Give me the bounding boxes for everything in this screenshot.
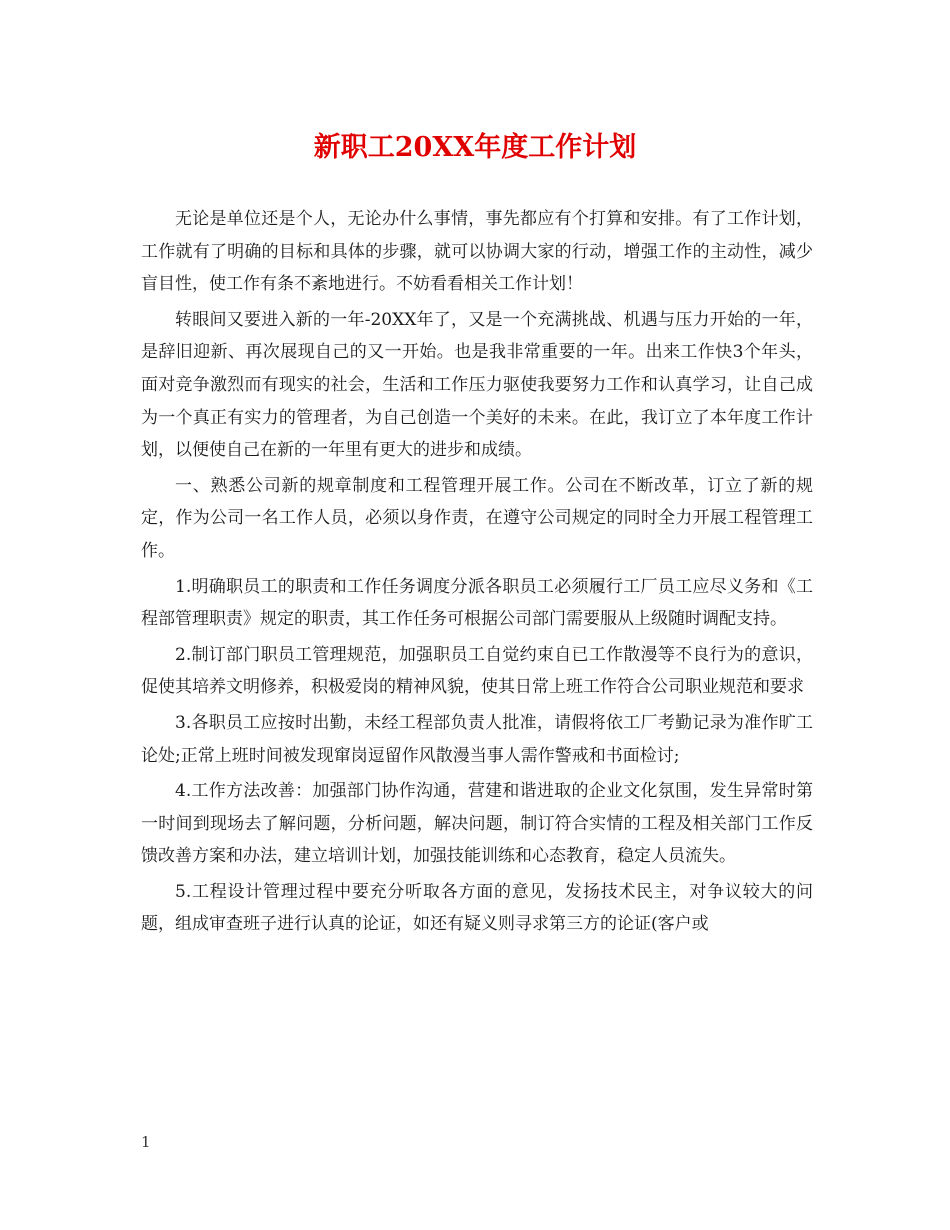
page-number: 1 — [141, 1133, 151, 1151]
paragraph-background: 转眼间又要进入新的一年-20XX年了，又是一个充满挑战、机遇与压力开始的一年，是辞旧迎新、再次展现自己的又一开始。也是我非常重要的一年。出来工作快3个年头，面对竞争激烈而有现实的社会，生活和工作压力驱使我要努力工作和认真学习，让自己成为一个真正有实力的管理者，为自己创造一个美好的未来。在此，我订立了本年度工作计划，以便使自己在新的一年里有更大的进步和成绩。 — [141, 309, 813, 461]
document-body — [141, 203, 813, 944]
paragraph-section-one: 一、熟悉公司新的规章制度和工程管理开展工作。公司在不断改革，订立了新的规定，作为公司一名工作人员，必须以身作责，在遵守公司规定的同时全力开展工程管理工作。 — [141, 475, 813, 561]
document-title: 新职工20XX年度工作计划 — [313, 132, 637, 163]
paragraph-item-5: 5.工程设计管理过程中要充分听取各方面的意见，发扬技术民主，对争议较大的问题，组成审查班子进行认真的论证，如还有疑义则寻求第三方的论证(客户或 — [141, 881, 813, 935]
paragraph-item-1: 1.明确职员工的职责和工作任务调度分派各职员工必须履行工厂员工应尽义务和《工程部管理职责》规定的职责，其工作任务可根据公司部门需要服从上级随时调配支持。 — [141, 576, 813, 630]
paragraph-item-2: 2.制订部门职员工管理规范，加强职员工自觉约束自已工作散漫等不良行为的意识，促使其培养文明修养，积极爱岗的精神风貌，使其日常上班工作符合公司职业规范和要求 — [141, 644, 813, 698]
paragraph-intro: 无论是单位还是个人，无论办什么事情，事先都应有个打算和安排。有了工作计划，工作就有了明确的目标和具体的步骤，就可以协调大家的行动，增强工作的主动性，减少盲目性，使工作有条不紊地进行。不妨看看相关工作计划！ — [141, 209, 813, 295]
paragraph-item-3: 3.各职员工应按时出勤，未经工程部负责人批准，请假将依工厂考勤记录为准作旷工论处;正常上班时间被发现窜岗逗留作风散漫当事人需作警戒和书面检讨; — [141, 712, 813, 766]
paragraph-item-4: 4.工作方法改善：加强部门协作沟通，营建和谐进取的企业文化氛围，发生异常时第一时间到现场去了解问题，分析问题，解决问题，制订符合实情的工程及相关部门工作反馈改善方案和办法，建立培训计划，加强技能训练和心态教育，稳定人员流失。 — [141, 781, 813, 867]
